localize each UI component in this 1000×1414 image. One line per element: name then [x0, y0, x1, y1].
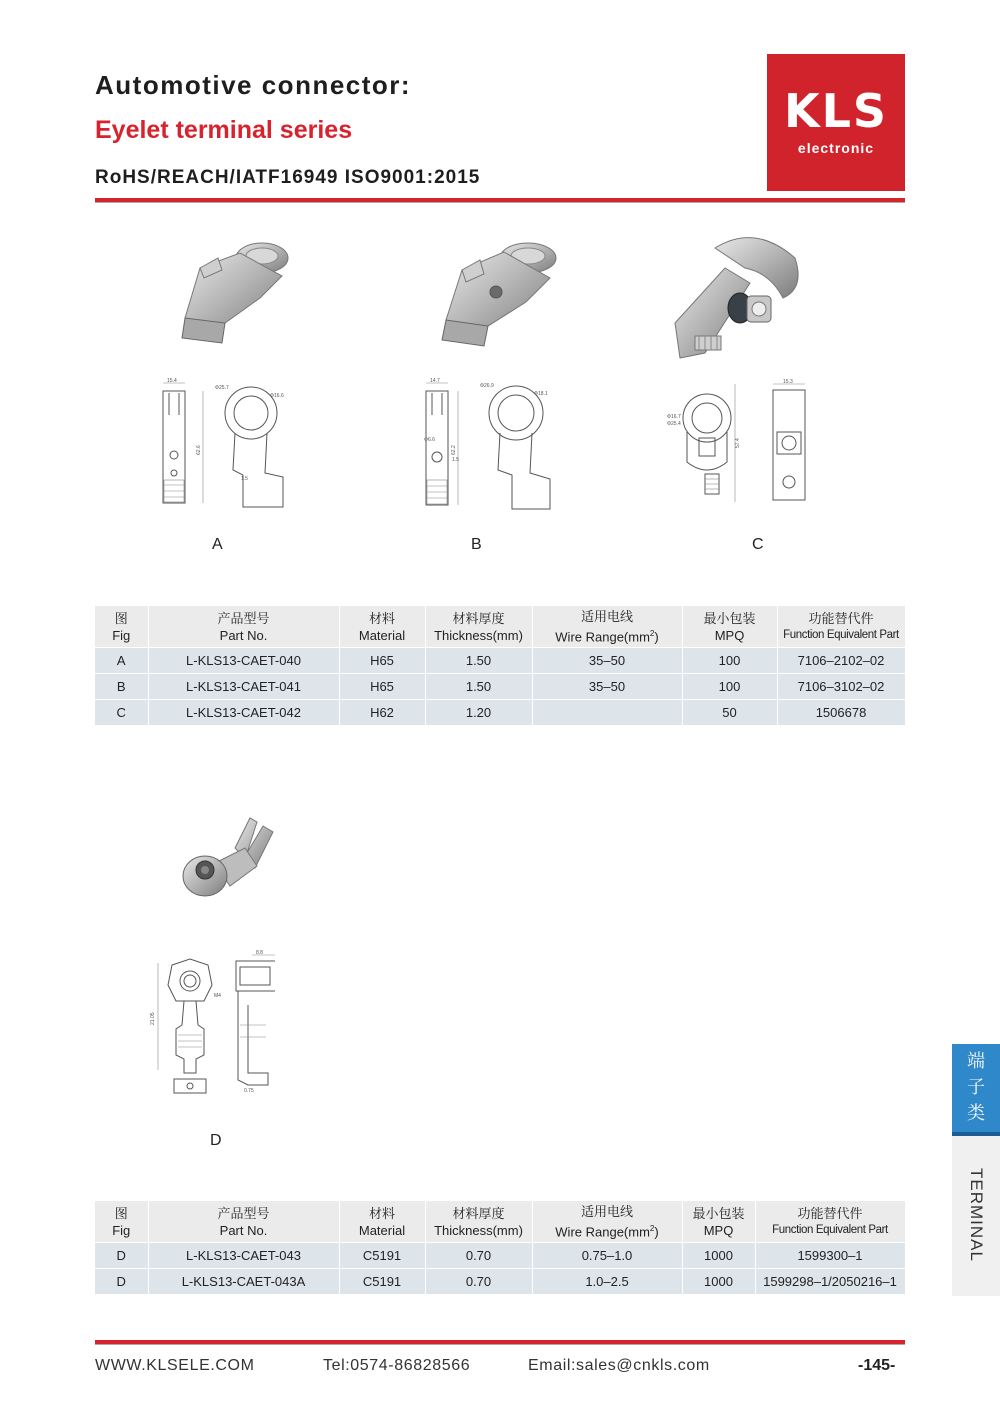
certifications: RoHS/REACH/IATF16949 ISO9001:2015: [95, 167, 481, 188]
tab-char: 类: [967, 1103, 985, 1123]
figure-label-a: A: [212, 536, 223, 553]
col-material: 材料 Material: [339, 606, 425, 648]
table-row: A L-KLS13-CAET-040 H65 1.50 35–50 100 7106–2102–02: [95, 648, 905, 674]
col-part-no: 产品型号 Part No.: [148, 606, 339, 648]
terminal-b-photo: [432, 230, 572, 355]
category-tab[interactable]: [952, 1044, 1000, 1132]
svg-text:14.7: 14.7: [430, 378, 440, 384]
col-mpq: 最小包装 MPQ: [682, 606, 777, 648]
col-fig: 图 Fig: [95, 1201, 148, 1243]
terminal-c-photo: [665, 228, 815, 373]
col-thickness: 材料厚度 Thickness(mm): [425, 606, 532, 648]
col-fig: 图 Fig: [95, 606, 148, 648]
svg-text:62.6: 62.6: [196, 445, 202, 455]
svg-text:1.5: 1.5: [452, 457, 459, 463]
terminal-a-photo: [170, 228, 310, 353]
terminal-c-drawing: [665, 378, 815, 508]
header-divider-shadow: [95, 202, 905, 203]
col-wire-range: 适用电线 Wire $Range(mm^2)$: [532, 1201, 682, 1243]
svg-text:Φ16.7: Φ16.7: [667, 414, 681, 420]
col-material: 材料 Material: [339, 1201, 425, 1243]
svg-text:0.75: 0.75: [244, 1088, 254, 1094]
category-label-text: TERMINAL: [967, 1168, 986, 1262]
figure-label-b: B: [471, 536, 482, 553]
table-row: D L-KLS13-CAET-043A C5191 0.70 1.0–2.5 1000 1599298–1/2050216–1: [95, 1269, 905, 1295]
terminal-d-drawing: [140, 945, 275, 1100]
table-row: D L-KLS13-CAET-043 C5191 0.70 0.75–1.0 1000 1599300–1: [95, 1243, 905, 1269]
svg-text:1.5: 1.5: [241, 476, 248, 482]
table-row: C L-KLS13-CAET-042 H62 1.20 50 1506678: [95, 700, 905, 726]
svg-text:8.8: 8.8: [256, 950, 263, 956]
svg-text:Φ18.1: Φ18.1: [534, 391, 548, 397]
series-title: Eyelet terminal series: [95, 116, 353, 144]
page-number: -145-: [858, 1357, 896, 1374]
page-title: [95, 70, 411, 101]
tab-char: 端: [967, 1051, 985, 1071]
svg-text:21.05: 21.05: [150, 1012, 156, 1025]
category-label: [952, 1140, 1000, 1290]
col-mpq: 最小包装 MPQ: [682, 1201, 755, 1243]
terminal-a-drawing: [155, 375, 295, 513]
svg-text:Φ16.6: Φ16.6: [270, 393, 284, 399]
svg-text:62.2: 62.2: [451, 445, 457, 455]
tab-char: 子: [967, 1077, 985, 1097]
footer-email[interactable]: Email:sales@cnkls.com: [528, 1357, 710, 1374]
footer-tel: Tel:0574-86828566: [323, 1357, 471, 1374]
logo-sub: electronic: [797, 140, 875, 156]
spec-table-1: [95, 606, 906, 725]
table-header-row: [95, 606, 905, 648]
footer-divider-shadow: [95, 1344, 905, 1345]
svg-text:Φ25.7: Φ25.7: [215, 385, 229, 391]
spec-table-2: [95, 1201, 906, 1294]
col-equivalent: 功能替代件 Function Equivalent Part: [777, 606, 905, 648]
svg-text:15.4: 15.4: [167, 378, 177, 384]
terminal-d-photo: [175, 808, 285, 913]
col-thickness: 材料厚度 Thickness(mm): [425, 1201, 532, 1243]
figure-label-c: C: [752, 536, 764, 553]
table-header-row: [95, 1201, 905, 1243]
title-colon: :: [400, 70, 412, 100]
kls-logo: [767, 54, 905, 191]
col-equivalent: 功能替代件 Function Equivalent Part: [755, 1201, 905, 1243]
svg-text:15.3: 15.3: [783, 379, 793, 385]
svg-text:Φ26.9: Φ26.9: [480, 383, 494, 389]
figure-label-d: D: [210, 1132, 222, 1149]
terminal-b-drawing: [418, 375, 558, 513]
col-wire-range: 适用电线 Wire $Range(mm^2)$: [532, 606, 682, 648]
logo-main: KLS: [783, 84, 889, 138]
col-part-no: 产品型号 Part No.: [148, 1201, 339, 1243]
footer-website[interactable]: WWW.KLSELE.COM: [95, 1357, 255, 1374]
svg-text:57.4: 57.4: [735, 438, 741, 448]
svg-text:Φ6.6: Φ6.6: [424, 437, 435, 443]
svg-text:M4: M4: [214, 993, 221, 999]
svg-text:Φ25.4: Φ25.4: [667, 421, 681, 427]
title-text: Automotive connector: [95, 70, 401, 100]
table-row: B L-KLS13-CAET-041 H65 1.50 35–50 100 7106–3102–02: [95, 674, 905, 700]
